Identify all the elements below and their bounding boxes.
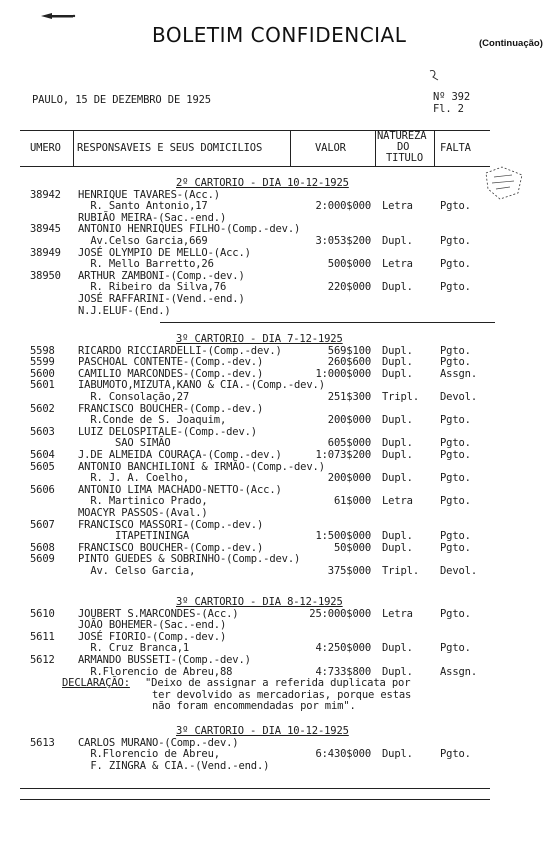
responsible-name: Av.Celso Garcia,669 bbox=[78, 235, 208, 247]
title-nature: Dupl. bbox=[382, 281, 413, 294]
missing-reason: Pgto. bbox=[440, 472, 471, 485]
responsible-name: Av. Celso Garcia, bbox=[78, 565, 196, 577]
title-value: 3:053$200 bbox=[315, 235, 371, 247]
title-value: 200$000 bbox=[327, 414, 371, 427]
responsible-name: JOÃO BOHEMER-(Sac.-end.) bbox=[78, 619, 227, 632]
page-title: BOLETIM CONFIDENCIAL bbox=[152, 23, 407, 48]
responsible-name: FRANCISCO BOUCHER-(Comp.-dev.) bbox=[78, 402, 264, 415]
responsible-name: JOSÉ FIORIO-(Comp.-dev.) bbox=[78, 630, 227, 643]
responsible-name: ANTONIO BANCHILIONI & IRMÃO-(Comp.-dev.) bbox=[78, 460, 325, 473]
entry-number: 38950 bbox=[30, 269, 61, 282]
table-row bbox=[0, 761, 556, 773]
title-nature: Dupl. bbox=[382, 530, 413, 543]
responsible-name: R. Santo Antonio,17 bbox=[78, 200, 208, 213]
responsible-name: R. Cruz Branca,1 bbox=[78, 642, 190, 655]
missing-reason: Devol. bbox=[440, 565, 478, 577]
responsible-name: IABUMOTO,MIZUTA,KANO & CIA.-(Comp.-dev.) bbox=[78, 379, 325, 392]
place-date: PAULO, 15 DE DEZEMBRO DE 1925 bbox=[32, 94, 211, 106]
footer-rule bbox=[20, 788, 490, 789]
entry-number: 5613 bbox=[30, 736, 55, 749]
title-nature: Dupl. bbox=[382, 449, 413, 461]
declaration-label: DECLARAÇÃO: bbox=[62, 677, 130, 690]
missing-reason: Pgto. bbox=[440, 356, 471, 369]
responsible-name: ARMANDO BUSSETI-(Comp.-dev.) bbox=[78, 654, 251, 666]
entry-number: 5598 bbox=[30, 344, 55, 357]
missing-reason: Pgto. bbox=[440, 344, 471, 357]
responsible-name: FRANCISCO MASSORI-(Comp.-dev.) bbox=[78, 518, 264, 531]
title-nature: Dupl. bbox=[382, 414, 413, 427]
entry-number: 5599 bbox=[30, 356, 55, 369]
section-title: 3º CARTORIO - DIA 8-12-1925 bbox=[176, 596, 343, 608]
missing-reason: Pgto. bbox=[440, 642, 471, 655]
section-title: 3º CARTORIO - DIA 7-12-1925 bbox=[176, 333, 343, 345]
responsible-name: CAMILIO MARCONDES-(Comp.-dev.) bbox=[78, 367, 264, 380]
responsible-name: HENRIQUE TAVARES-(Acc.) bbox=[78, 188, 220, 201]
header-bottom-rule bbox=[20, 166, 490, 167]
missing-reason: Pgto. bbox=[440, 258, 471, 271]
entry-number: 5604 bbox=[30, 449, 55, 461]
missing-reason: Pgto. bbox=[440, 281, 471, 294]
title-value: 375$000 bbox=[327, 565, 371, 577]
col-header-nature: NATUREZA bbox=[377, 130, 427, 142]
title-value: 4:250$000 bbox=[315, 642, 371, 655]
responsible-name: PINTO GUEDES & SOBRINHO-(Comp.-dev.) bbox=[78, 553, 301, 566]
responsible-name: R. Consolação,27 bbox=[78, 391, 190, 403]
responsible-name: ANTONIO HENRIQUES FILHO-(Comp.-dev.) bbox=[78, 223, 301, 236]
entry-number: 5606 bbox=[30, 483, 55, 496]
missing-reason: Pgto. bbox=[440, 495, 471, 508]
missing-reason: Pgto. bbox=[440, 541, 471, 554]
title-value: 605$000 bbox=[327, 437, 371, 450]
col-header-responsible: RESPONSAVEIS E SEUS DOMICILIOS bbox=[77, 142, 263, 154]
missing-reason: Pgto. bbox=[440, 449, 471, 461]
col-header-value: VALOR bbox=[315, 142, 346, 154]
title-nature: Tripl. bbox=[382, 391, 420, 403]
title-nature: Dupl. bbox=[382, 344, 413, 357]
entry-number: 5603 bbox=[30, 425, 55, 438]
title-value: 50$000 bbox=[333, 541, 371, 554]
missing-reason: Pgto. bbox=[440, 200, 471, 213]
title-nature: Dupl. bbox=[382, 541, 413, 554]
responsible-name: ANTONIO LIMA MACHADO-NETTO-(Acc.) bbox=[78, 483, 282, 496]
declaration-text: "Deixo de assignar a referida duplicata por bbox=[145, 677, 411, 690]
title-value: 1:500$000 bbox=[315, 530, 371, 543]
title-value: 4:733$800 bbox=[315, 665, 371, 678]
responsible-name: R. J. A. Coelho, bbox=[78, 472, 190, 485]
title-value: 251$300 bbox=[327, 391, 371, 403]
entry-number: 38945 bbox=[30, 223, 61, 236]
responsible-name: FRANCISCO BOUCHER-(Comp.-dev.) bbox=[78, 541, 264, 554]
title-value: 6:430$000 bbox=[315, 748, 371, 761]
responsible-name: ITAPETININGA bbox=[78, 530, 190, 543]
page-number: Fl. 2 bbox=[433, 103, 464, 115]
col-header-nature: TITULO bbox=[386, 152, 424, 164]
title-nature: Letra bbox=[382, 258, 413, 271]
missing-reason: Pgto. bbox=[440, 437, 471, 450]
entry-number: 5600 bbox=[30, 367, 55, 380]
responsible-name: R.Florencio de Abreu,88 bbox=[78, 665, 233, 678]
table-row bbox=[0, 306, 556, 318]
responsible-name: LUIZ DELOSPITALE-(Comp.-dev.) bbox=[78, 425, 257, 438]
title-value: 260$600 bbox=[327, 356, 371, 369]
pen-mark-icon bbox=[428, 68, 442, 82]
entry-number: 5605 bbox=[30, 460, 55, 473]
title-nature: Letra bbox=[382, 607, 413, 620]
responsible-name: R. Martinico Prado, bbox=[78, 495, 208, 508]
missing-reason: Assgn. bbox=[440, 367, 478, 380]
title-value: 25:000$000 bbox=[309, 607, 371, 620]
responsible-name: R. Ribeiro da Silva,76 bbox=[78, 281, 227, 294]
col-divider bbox=[375, 130, 376, 166]
missing-reason: Devol. bbox=[440, 391, 478, 403]
section-title: 3º CARTORIO - DIA 10-12-1925 bbox=[176, 725, 349, 737]
title-nature: Dupl. bbox=[382, 235, 413, 247]
publisher-logo-icon bbox=[40, 11, 78, 21]
missing-reason: Pgto. bbox=[440, 414, 471, 427]
missing-reason: Assgn. bbox=[440, 665, 478, 678]
responsible-name: JOSÉ OLYMPIO DE MELLO-(Acc.) bbox=[78, 246, 251, 259]
entry-number: 5611 bbox=[30, 630, 55, 643]
declaration-text: ter devolvido as mercadorias, porque estas bbox=[152, 688, 412, 701]
title-nature: Dupl. bbox=[382, 748, 413, 761]
title-value: 1:000$000 bbox=[315, 367, 371, 380]
responsible-name: N.J.ELUF-(End.) bbox=[78, 304, 171, 317]
responsible-name: MOACYR PASSOS-(Aval.) bbox=[78, 507, 208, 519]
table-row bbox=[0, 566, 556, 578]
title-value: 200$000 bbox=[327, 472, 371, 485]
entry-number: 5602 bbox=[30, 402, 55, 415]
title-value: 500$000 bbox=[327, 258, 371, 271]
responsible-name: R.Conde de S. Joaquim, bbox=[78, 414, 227, 427]
responsible-name: F. ZINGRA & CIA.-(Vend.-end.) bbox=[78, 759, 270, 772]
entry-number: 5607 bbox=[30, 518, 55, 531]
responsible-name: JOSÉ RAFFARINI-(Vend.-end.) bbox=[78, 293, 245, 305]
entry-number: 5612 bbox=[30, 654, 55, 666]
missing-reason: Pgto. bbox=[440, 607, 471, 620]
section-title: 2º CARTORIO - DIA 10-12-1925 bbox=[176, 177, 349, 189]
title-value: 61$000 bbox=[333, 495, 371, 508]
missing-reason: Pgto. bbox=[440, 748, 471, 761]
title-nature: Letra bbox=[382, 200, 413, 213]
responsible-name: RUBIÃO MEIRA-(Sac.-end.) bbox=[78, 211, 227, 224]
section-rule bbox=[160, 322, 495, 323]
title-value: 2:000$000 bbox=[315, 200, 371, 213]
col-header-falta: FALTA bbox=[440, 142, 471, 154]
missing-reason: Pgto. bbox=[440, 235, 471, 247]
title-value: 1:073$200 bbox=[315, 449, 371, 461]
col-divider bbox=[73, 130, 74, 166]
col-header-nature: DO bbox=[397, 141, 410, 153]
title-nature: Dupl. bbox=[382, 437, 413, 450]
missing-reason: Pgto. bbox=[440, 530, 471, 543]
responsible-name: ARTHUR ZAMBONI-(Comp.-dev.) bbox=[78, 269, 245, 282]
title-nature: Dupl. bbox=[382, 642, 413, 655]
responsible-name: RICARDO RICCIARDELLI-(Comp.-dev.) bbox=[78, 344, 282, 357]
bulletin-number: Nº 392 bbox=[433, 91, 471, 103]
col-divider bbox=[434, 130, 435, 166]
entry-number: 5608 bbox=[30, 541, 55, 554]
title-nature: Tripl. bbox=[382, 565, 420, 577]
responsible-name: JOUBERT S.MARCONDES-(Acc.) bbox=[78, 607, 239, 620]
responsible-name: PASCHOAL CONTENTE-(Comp.-dev.) bbox=[78, 356, 264, 369]
entry-number: 38949 bbox=[30, 246, 61, 259]
title-nature: Dupl. bbox=[382, 665, 413, 678]
continuation-label: (Continuação) bbox=[479, 38, 543, 49]
responsible-name: R.Florencio de Abreu, bbox=[78, 748, 220, 761]
responsible-name: CARLOS MURANO-(Comp.-dev.) bbox=[78, 736, 239, 749]
responsible-name: J.DE ALMEIDA COURAÇA-(Comp.-dev.) bbox=[78, 449, 282, 461]
entry-number: 5609 bbox=[30, 553, 55, 566]
title-nature: Letra bbox=[382, 495, 413, 508]
declaration-text: não foram encommendadas por mim". bbox=[152, 700, 356, 713]
entry-number: 5610 bbox=[30, 607, 55, 620]
entry-number: 38942 bbox=[30, 188, 61, 201]
title-value: 220$000 bbox=[327, 281, 371, 294]
title-value: 569$100 bbox=[327, 344, 371, 357]
entry-number: 5601 bbox=[30, 379, 55, 392]
responsible-name: SAO SIMÃO bbox=[78, 437, 171, 450]
responsible-name: R. Mello Barretto,26 bbox=[78, 258, 214, 271]
col-divider bbox=[290, 130, 291, 166]
col-header-number: UMERO bbox=[30, 142, 61, 154]
title-nature: Dupl. bbox=[382, 356, 413, 369]
footer-rule bbox=[20, 799, 490, 800]
title-nature: Dupl. bbox=[382, 367, 413, 380]
title-nature: Dupl. bbox=[382, 472, 413, 485]
